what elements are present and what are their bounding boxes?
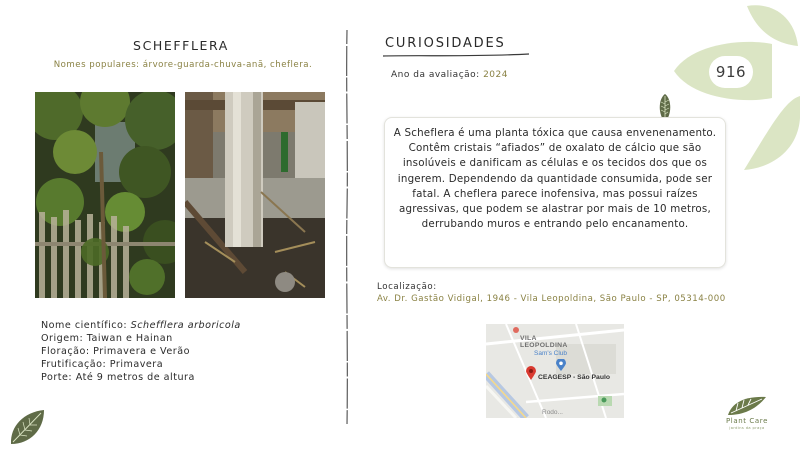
map-main-poi-label: CEAGESP - São Paulo <box>538 374 611 381</box>
plant-care-logo <box>726 393 768 417</box>
curiosities-heading: CURIOSIDADES <box>385 36 506 51</box>
scientific-name-label: Nome científico: <box>41 320 131 331</box>
plant-photo-trunk <box>185 92 325 298</box>
location-address[interactable]: Av. Dr. Gastão Vidigal, 1946 - Vila Leopoldina, São Paulo - SP, 05314-000 <box>377 294 726 304</box>
map-road-label: Rodo... <box>542 409 563 416</box>
column-divider <box>344 30 350 425</box>
plant-facts <box>41 319 241 384</box>
store-pin-icon <box>556 359 566 371</box>
curiosities-text: A Scheflera é uma planta tóxica que causa envenenamento. Contêm cristais “afiados” de oxalato de cálcio que são insolúveis e danificam as células e os tecidos dos que os ingerem. Dependendo da quantidade consumida, pode ser fatal. A cheflera parece inofensiva, mas possui raízes agressivas, que podem se alastrar por mais de 10 metros, derrubando muros e entrando pelo encanamento. <box>384 117 726 268</box>
evaluation-number-badge: 916 <box>709 56 753 88</box>
location-pin-icon <box>526 366 536 380</box>
origin-row: Origem: Taiwan e Hainan <box>41 333 173 344</box>
plant-photo-foliage <box>35 92 175 298</box>
map-region-label: VILA LEOPOLDINA <box>520 335 568 349</box>
map-store-label: Sam's Club <box>534 350 568 357</box>
evaluation-year <box>391 70 508 80</box>
brand-name: Plant Care <box>725 417 769 425</box>
popular-names: Nomes populares: árvore-guarda-chuva-anã, cheflera. <box>53 60 313 70</box>
location-map[interactable] <box>486 324 624 418</box>
brand-tagline: jardins da praça <box>729 426 765 430</box>
fruiting-row: Frutificação: Primavera <box>41 359 164 370</box>
heading-underline <box>382 52 530 60</box>
flowering-row: Floração: Primavera e Verão <box>41 346 190 357</box>
location-label: Localização: <box>377 282 437 292</box>
size-row: Porte: Até 9 metros de altura <box>41 372 195 383</box>
leaf-icon <box>8 408 46 446</box>
evaluation-year-label: Ano da avaliação: <box>391 70 484 80</box>
plant-title: SCHEFFLERA <box>133 38 229 53</box>
evaluation-year-value: 2024 <box>483 70 508 80</box>
scientific-name-value: Schefflera arboricola <box>130 320 241 331</box>
scientific-name-row <box>41 319 241 332</box>
